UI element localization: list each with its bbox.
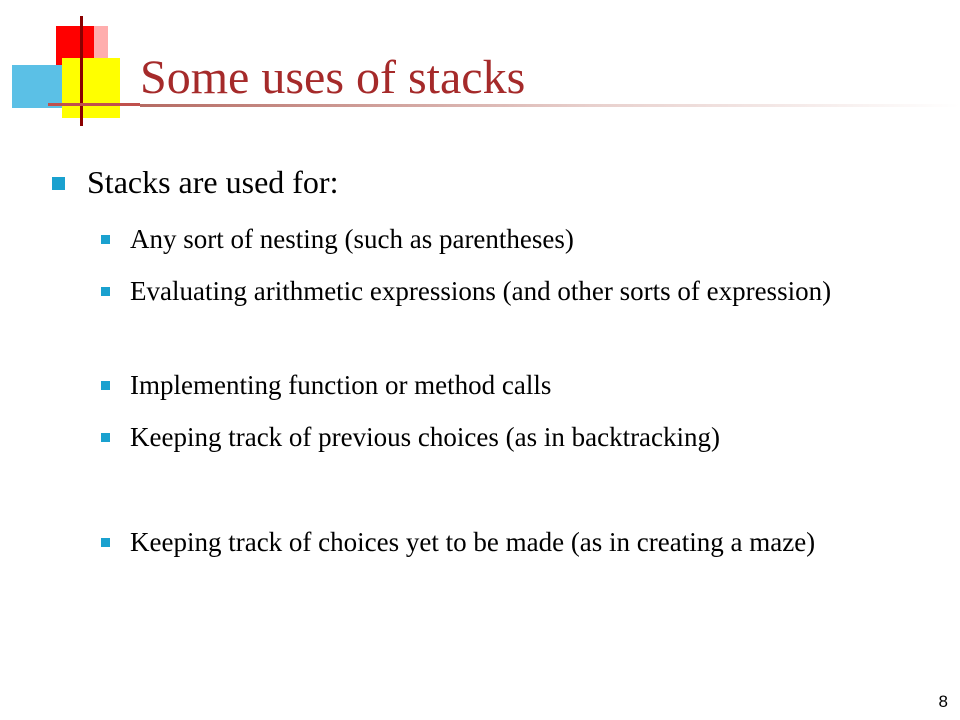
bullet-square-icon [101, 538, 110, 547]
bullet-square-icon [101, 381, 110, 390]
list-item: Evaluating arithmetic expressions (and other sorts of expression) [130, 276, 832, 306]
page-number: 8 [938, 692, 948, 711]
bullet-square-icon [101, 235, 110, 244]
list-item: Keeping track of previous choices (as in backtracking) [130, 422, 721, 452]
list-item: Any sort of nesting (such as parentheses) [130, 224, 574, 254]
list-item: Implementing function or method calls [130, 370, 552, 400]
bullet-square-icon [52, 177, 65, 190]
bullet-square-icon [101, 287, 110, 296]
list-item: Keeping track of choices yet to be made (as in creating a maze) [130, 527, 816, 557]
bullet-heading: Stacks are used for: [87, 164, 339, 200]
slide-title: Some uses of stacks [140, 51, 526, 104]
bullet-square-icon [101, 433, 110, 442]
